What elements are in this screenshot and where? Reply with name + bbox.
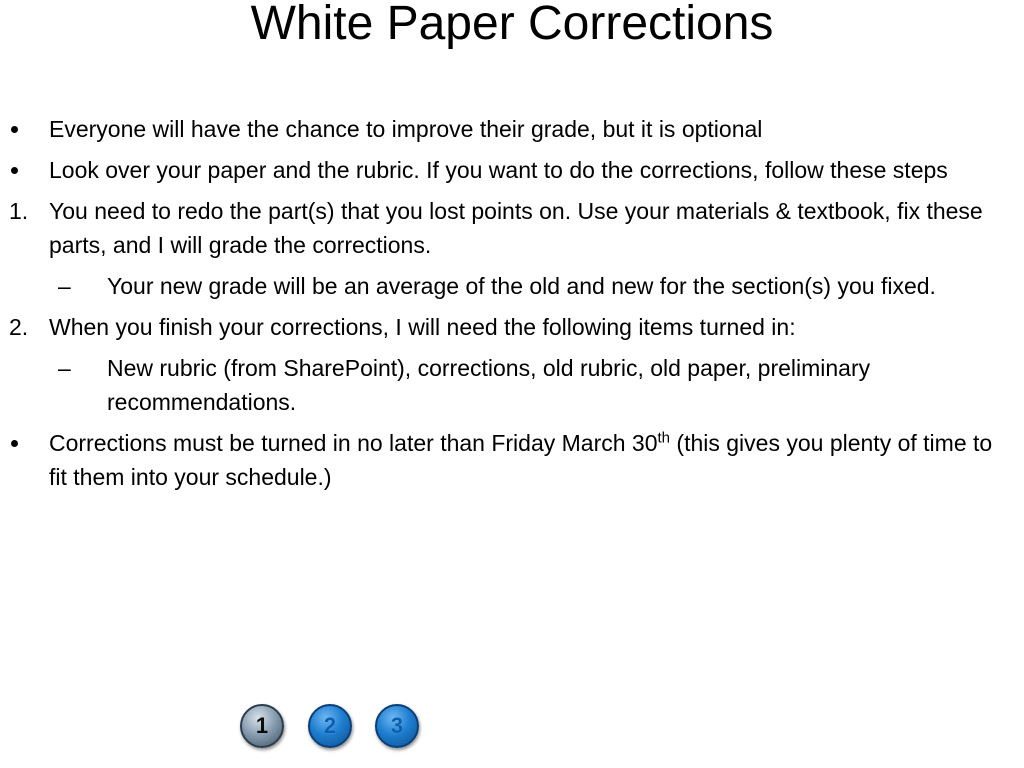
dash-marker: – <box>58 355 71 381</box>
list-item-text: You need to redo the part(s) that you lost points on. Use your materials & textbook, fix these parts, and I will grade the corrections. <box>49 198 983 258</box>
number-marker: 2. <box>9 314 29 340</box>
list-item-text <box>49 430 992 490</box>
list-item-text: Your new grade will be an average of the old and new for the section(s) you fixed. <box>107 273 936 299</box>
list-item-text: When you finish your corrections, I will need the following items turned in: <box>49 314 796 340</box>
sub-item <box>0 351 1024 419</box>
page-button-1[interactable]: 1 <box>240 704 284 748</box>
dash-marker: – <box>58 273 71 299</box>
number-marker: 1. <box>9 198 29 224</box>
list-item-text: New rubric (from SharePoint), corrections, old rubric, old paper, preliminary recommendations. <box>107 355 871 415</box>
deadline-text-rest: (this gives you plenty of time to fit them into your schedule.) <box>49 430 993 490</box>
sub-item <box>0 269 1024 303</box>
bullet-dot-icon <box>11 440 18 447</box>
numbered-item <box>0 194 1024 262</box>
numbered-item <box>0 310 1024 344</box>
bullet-list <box>0 112 1024 501</box>
list-item-text: Everyone will have the chance to improve their grade, but it is optional <box>49 116 763 142</box>
ordinal-suffix: th <box>657 429 671 447</box>
deadline-text: Corrections must be turned in no later than Friday March 30 <box>49 430 658 456</box>
slide-title: White Paper Corrections <box>250 0 774 50</box>
list-item <box>0 153 1024 187</box>
bullet-dot-icon <box>11 167 18 174</box>
page-button-3[interactable]: 3 <box>375 704 419 748</box>
page-button-2[interactable]: 2 <box>308 704 352 748</box>
bullet-dot-icon <box>11 126 18 133</box>
list-item-text: Look over your paper and the rubric. If you want to do the corrections, follow these steps <box>49 157 948 183</box>
list-item <box>0 426 1024 494</box>
list-item <box>0 112 1024 146</box>
